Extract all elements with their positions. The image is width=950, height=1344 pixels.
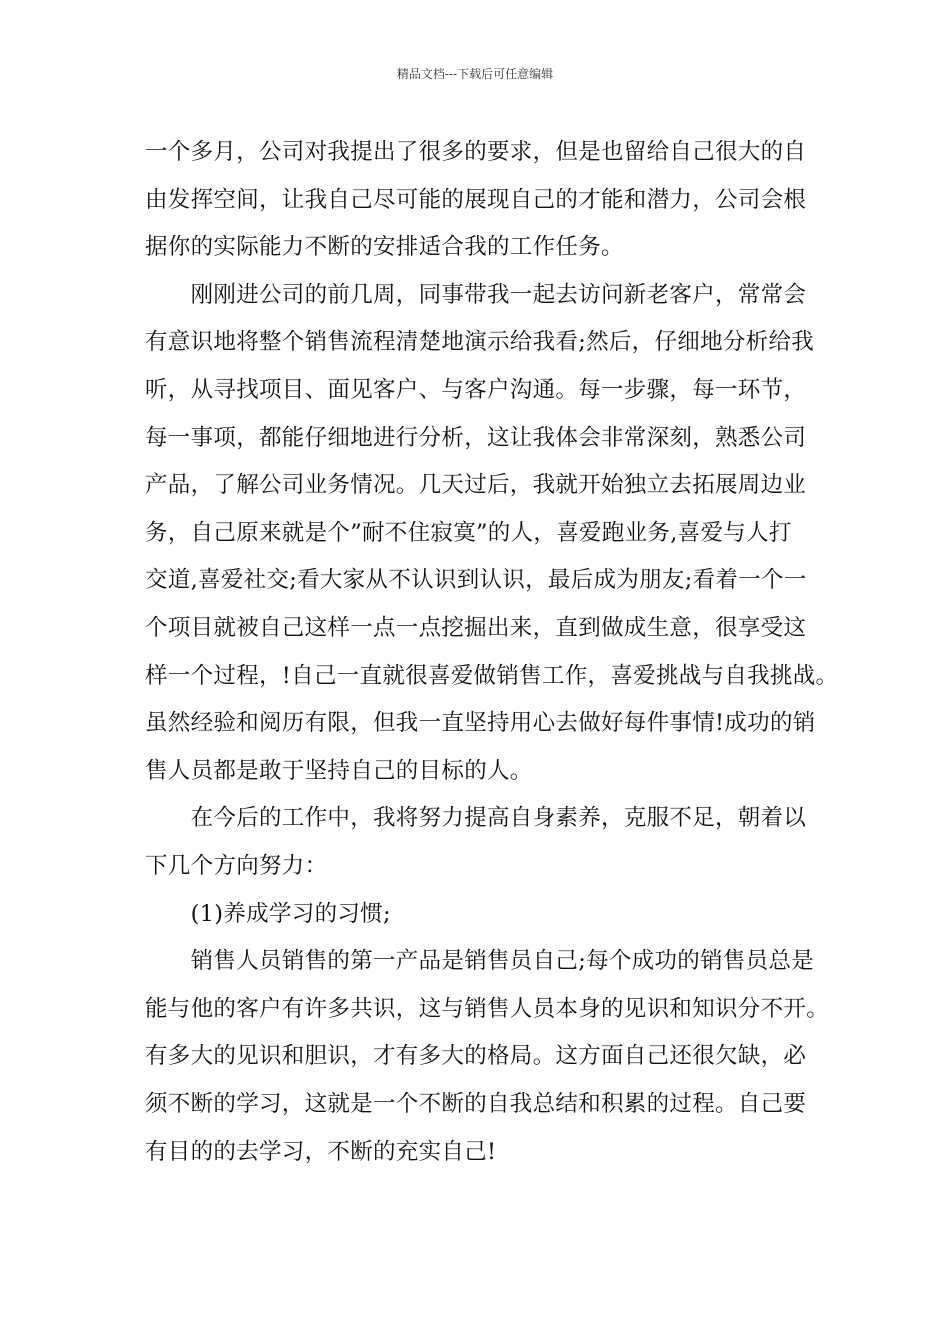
page-header: 精品文档---下载后可任意编辑 bbox=[396, 67, 554, 81]
body-line: 销售人员销售的第一产品是销售员自己;每个成功的销售员总是 bbox=[145, 948, 815, 974]
body-line: 交道,喜爱社交;看大家从不认识到认识，最后成为朋友;看着一个一 bbox=[145, 567, 807, 593]
body-line: 由发挥空间，让我自己尽可能的展现自己的才能和潜力，公司会根 bbox=[145, 187, 807, 213]
body-line: 有目的的去学习，不断的充实自己! bbox=[145, 1139, 497, 1165]
body-line: 每一事项，都能仔细地进行分析，这让我体会非常深刻，熟悉公司 bbox=[145, 425, 807, 451]
body-line: 务，自己原来就是个”耐不住寂寞”的人，喜爱跑业务,喜爱与人打 bbox=[145, 520, 792, 546]
body-line: 刚刚进公司的前几周，同事带我一起去访问新老客户，常常会 bbox=[145, 282, 807, 308]
body-line: 一个多月，公司对我提出了很多的要求，但是也留给自己很大的自 bbox=[145, 139, 807, 165]
body-line: 下几个方向努力： bbox=[145, 853, 328, 879]
body-line: 须不断的学习，这就是一个不断的自我总结和积累的过程。自己要 bbox=[145, 1091, 807, 1117]
body-line: 有意识地将整个销售流程清楚地演示给我看;然后，仔细地分析给我 bbox=[145, 329, 815, 355]
body-line: 在今后的工作中，我将努力提高自身素养，克服不足，朝着以 bbox=[145, 805, 807, 831]
body-line: 售人员都是敢于坚持自己的目标的人。 bbox=[145, 758, 533, 784]
body-line: 听，从寻找项目、面见客户、与客户沟通。每一步骤，每一环节， bbox=[145, 377, 807, 403]
body-line: (1)养成学习的习惯; bbox=[145, 901, 391, 927]
body-line: 产品，了解公司业务情况。几天过后，我就开始独立去拓展周边业 bbox=[145, 472, 807, 498]
body-line: 虽然经验和阅历有限，但我一直坚持用心去做好每件事情!成功的销 bbox=[145, 710, 816, 736]
body-line: 有多大的见识和胆识，才有多大的格局。这方面自己还很欠缺，必 bbox=[145, 1043, 807, 1069]
body-line: 能与他的客户有许多共识，这与销售人员本身的见识和知识分不开。 bbox=[145, 996, 830, 1022]
body-line: 据你的实际能力不断的安排适合我的工作任务。 bbox=[145, 234, 624, 260]
body-line: 样一个过程，!自己一直就很喜爱做销售工作，喜爱挑战与自我挑战。 bbox=[145, 663, 839, 689]
body-line: 个项目就被自己这样一点一点挖掘出来，直到做成生意，很享受这 bbox=[145, 615, 807, 641]
